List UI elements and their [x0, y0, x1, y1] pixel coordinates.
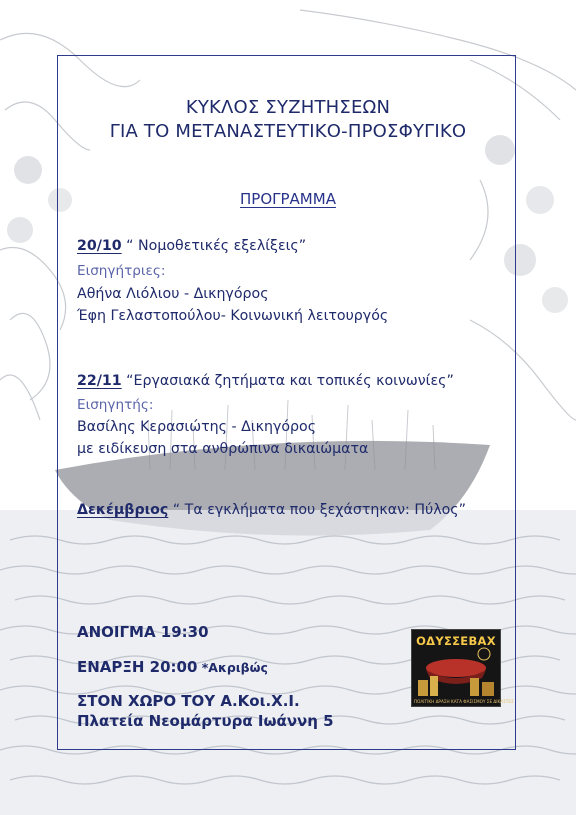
- odyssevach-logo: [411, 629, 514, 707]
- program-heading: ΠΡΟΓΡΑΜΜΑ: [240, 190, 336, 208]
- event-2-role: Εισηγητής:: [77, 397, 154, 413]
- event-1-speaker-1: Αθήνα Λιόλιου - Δικηγόρος: [77, 286, 269, 302]
- event-1-role: Εισηγήτριες:: [77, 263, 166, 279]
- logo-name: ΟΔΥΣΣΕΒΑΧ: [416, 634, 496, 648]
- logo-caption: ΠΟΛΙΤΙΚΗ ΔΡΑΣΗ ΚΑΤΑ ΦΑΣΙΣΜΟΥ ΣΕ ΔΙΚΑΣΤΕΣ: [414, 699, 514, 704]
- opening-time: ΑΝΟΙΓΜΑ 19:30: [77, 623, 209, 641]
- event-2-topic: “Εργασιακά ζητήματα και τοπικές κοινωνίες”: [121, 373, 454, 389]
- event-1-topic: “ Νομοθετικές εξελίξεις”: [121, 238, 307, 254]
- event-3-topic: “ Τα εγκλήματα που ξεχάστηκαν: Πύλος”: [168, 502, 466, 518]
- venue-line-1: ΣΤΟΝ ΧΩΡΟ ΤΟΥ Α.Κοι.Χ.Ι.: [77, 692, 300, 710]
- start-time-note: *Ακριβώς: [197, 660, 268, 675]
- event-2-header: [77, 373, 454, 389]
- title-line-2: ΓΙΑ ΤΟ ΜΕΤΑΝΑΣΤΕΥΤΙΚΟ-ΠΡΟΣΦΥΓΙΚΟ: [109, 121, 467, 142]
- event-1-date: 20/10: [77, 238, 122, 254]
- start-time-label: ΕΝΑΡΞΗ 20:00: [77, 658, 198, 676]
- title-line-1: ΚΥΚΛΟΣ ΣΥΖΗΤΗΣΕΩΝ: [185, 97, 391, 118]
- event-2-date: 22/11: [77, 373, 122, 389]
- event-3-header: [77, 502, 466, 518]
- venue-line-2: Πλατεία Νεομάρτυρα Ιωάννη 5: [77, 712, 334, 730]
- event-3-date: Δεκέμβριος: [77, 502, 169, 518]
- event-2-speaker-2: με ειδίκευση στα ανθρώπινα δικαιώματα: [77, 441, 369, 457]
- start-time: [77, 658, 268, 676]
- event-2-speaker-1: Βασίλης Κερασιώτης - Δικηγόρος: [77, 419, 317, 435]
- event-1-header: [77, 238, 306, 254]
- event-1-speaker-2: Έφη Γελαστοπούλου- Κοινωνική λειτουργός: [77, 308, 389, 324]
